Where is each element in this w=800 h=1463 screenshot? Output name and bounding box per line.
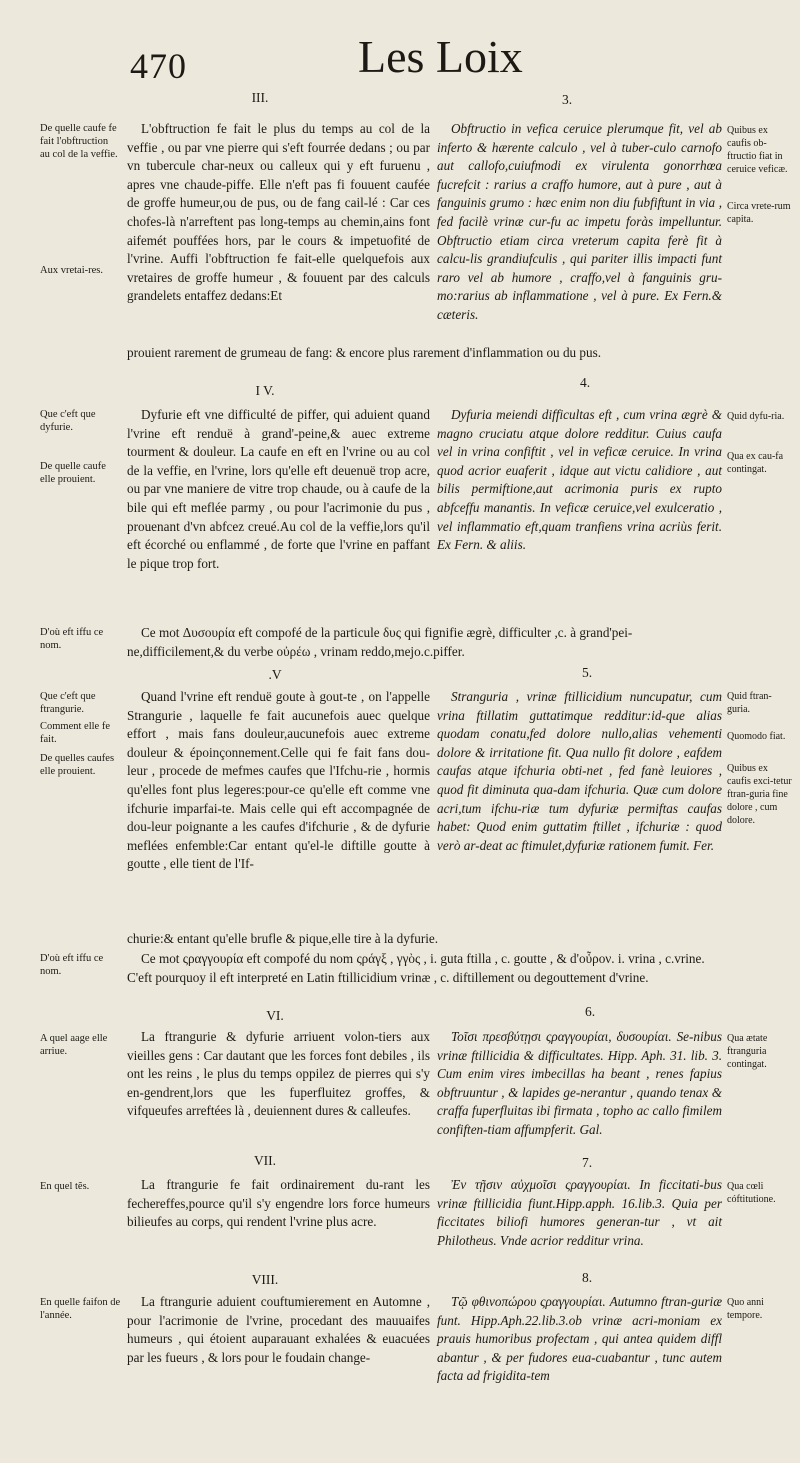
section-number-fr: VI.: [266, 1008, 284, 1023]
section-number-la: 6.: [584, 1004, 596, 1019]
margin-note-la: Quibus ex caufis exci-tetur ftran-guria fine dolore , cum dolore.: [727, 763, 792, 826]
section-number-fr: VII.: [253, 1153, 277, 1168]
section-number-la: 3.: [561, 92, 573, 107]
french-paragraph: La ftrangurie aduient couftumierement en Automne , pour l'acrimonie de l'vrine, procedant des mauuaifes humeurs , qui étoient auparauant exhalées & euacuées par les fueurs , & lors pour le foudain change-: [127, 1294, 430, 1365]
margin-note-la: Quo anni tempore.: [727, 1297, 764, 1321]
page-number: 470: [130, 46, 187, 86]
section-number-fr: I V.: [255, 383, 275, 398]
latin-paragraph: Dyfuria meiendi difficultas eft , cum vrina ægrè & magno cruciatu atque dolore redditur. Cuius caufa vel in vrina confiftit , vel in veficæ ceruice. In vrina quod acrior euaferit , idque aut victu calidiore , aut bilis permiftione,aut acrimonia puris ex rupto abfceffu manantis. In veficæ ceruice,vel exulceratio , vel inflammatio eft,quam tranfiens vrina acriùs ferit. Ex Fern. & aliis.: [437, 407, 722, 553]
french-paragraph: Quand l'vrine eft renduë goute à gout-te , on l'appelle Strangurie , laquelle fe fait aucunefois auec quelque effort , mais fans douleur,aucunefois auec extreme douleur & époinçonnement.Celle qui fe fait fans dou-leur , procede de mefmes caufes que l'Ifchu-rie , hormis qu'elles font plus legeres:pour-ce qu'elle eft comme vne ifchurie imparfai-te. Mais celle qui eft accompagnée de dou-leur poignante a les caufes d'ifchurie , & de dyfurie meflées enfemble:Car entant qu'el-le diftille goutte à goutte , elle tient de l'If-: [127, 689, 430, 872]
latin-paragraph: Obftructio in vefica ceruice plerumque fit, vel ab inferto & hærente calculo , vel à tuber-culo carnofo aut callofo,cuiufmodi ex virulenta gonorrhœa fucrefcit : rarius a craffo humore, aut à pure , aut à fanguinis grumo : hæc enim non diu fubfiftunt in via , fed facilè vrinæ cur-fu ac impetu foràs impelluntur. Obftructio etiam circa vreterum capita ferè fit à calcu-lis grandiufculis , qui pariter illis impacti funt raro vel ab humore , craffo,vel à fanguinis gru-mo:rarius ab inflammatione , vel à pure. Ex Fern.& cæteris.: [437, 121, 722, 322]
section-number-fr: VIII.: [251, 1272, 279, 1287]
latin-paragraph: Stranguria , vrinæ ftillicidium nuncupatur, cum vrina ftillatim guttatimque redditur:id-que alias quodam conatu,fed dolore nullo,alias vehementi dolore & irritatione fit. Qua nullo fit dolore , eafdem caufas atque ifchuria obti-net , fed fanè leuiores , quod fit diminuta qua-dam ifchuria. Quæ cum dolore acri,tum ifchu-riæ tum dyfuriæ permiftas caufas habet: Quod enim guttatim ftillet , ifchuriæ : quod verò ar-deat ac ftimulet,dyfuriæ rationem fumit. Fer.: [437, 689, 722, 853]
etymology-note: Ce mot ςραγγουρία eft compofé du nom ςράγξ , γγὸς , i. guta ftilla , c. goutte , & d'οὖρον. i. vrina , c.vrine. C'eft pourquoy il eft interpreté en Latin ftillicidium vrinæ , c. diftillement ou degouttement d'vrine.: [127, 951, 705, 985]
margin-note-fr: De quelles caufes elle prouient.: [40, 753, 115, 777]
margin-note-fr: De quelle caufe elle prouient.: [40, 461, 106, 485]
margin-note-fr: En quelle faifon de l'année.: [40, 1297, 121, 1321]
margin-note-fr: Que c'eft que dyfurie.: [40, 409, 96, 433]
margin-note-la: Quid dyfu-ria.: [727, 411, 785, 422]
french-paragraph-continuation: prouient rarement de grumeau de fang: & encore plus rarement d'inflammation ou du pus.: [127, 345, 602, 360]
margin-note-la: Qua ex cau-fa contingat.: [727, 451, 784, 475]
margin-note-fr: D'où eft iffu ce nom.: [40, 953, 104, 977]
margin-note-la: Qua cœli cóftitutione.: [727, 1181, 776, 1205]
margin-note-fr: Aux vretai-res.: [40, 265, 103, 276]
section-number-la: 5.: [581, 665, 593, 680]
margin-note-la: Quid ftran-guria.: [727, 691, 772, 715]
section-number-fr: .V: [268, 667, 282, 682]
margin-note-fr: En quel tẽs.: [40, 1181, 90, 1192]
latin-paragraph: Τοῖσι πρεσβύτῃσι ςραγγουρίαι, δυσουρίαι. Se-nibus vrinæ ftillicidia & difficultates. Hipp. Aph. 31. lib. 3. Cum enim vires imbecillas ha beant , renes fapius obftruuntur , & lapides ge-nerantur , quando tenax & craffa fuperfluitas ibi firmata , topho ac callo fimilem confiften-tiam affumpferit. Gal.: [437, 1029, 722, 1137]
margin-note-la: Circa vrete-rum capita.: [727, 201, 791, 225]
french-paragraph: L'obftruction fe fait le plus du temps au col de la veffie , ou par vne pierre qui s'eft fourrée dedans ; ou par vn tubercule char-neux ou calleux qui y eft furuenu , apres vne chaude-piffe. Elle n'eft pas fi fouuent caufée de groffe humeur,ou de pus, ou de fang cail-lé : Car ces chofes-là n'arreftent pas long-temps au chemin,ains font aifemét pouffées hors, par le cours & impetuofité de l'vrine. Auffi l'obftruction fe fait-elle quelquefois aux vretaires de groffe humeur , & fouuent par des calculs grandelets entaffez dedans:Et: [127, 121, 430, 304]
margin-note-la: Quibus ex caufis ob-ftructio fiat in ceruice veficæ.: [727, 125, 788, 175]
running-title: Les Loix: [358, 31, 523, 82]
margin-note-la: Quomodo fiat.: [727, 731, 786, 742]
french-paragraph: Dyfurie eft vne difficulté de piffer, qui aduient quand l'vrine eft renduë à grand'-peine,& auec extreme tourment & douleur. La caufe en eft en l'vrine ou au col de la veffie, en l'vrine, lors qu'elle eft deuenuë trop acre, ou par vne maniere de vitre trop chaude, ou à caufe de la bile qui eft meflée parmy , ou pour l'acrimonie du pus , prouenant d'vn abfcez creué.Au col de la veffie,lors qu'il eft écorché ou enflammé , de forte que l'vrine en paffant le pique trop fort.: [127, 407, 430, 571]
margin-note-fr: A quel aage elle arriue.: [40, 1033, 108, 1057]
section-number-la: 8.: [581, 1270, 593, 1285]
french-paragraph: La ftrangurie & dyfurie arriuent volon-tiers aux vieilles gens : Car dautant que les forces font debiles , ils ont les reins , le plus du temps oppilez de pierres qui s'y en-gendrent,lors que les fuperfluitez groffes, & vifqueufes arreftées là , deuiennent dures & calleufes.: [127, 1029, 430, 1119]
latin-paragraph: Ἐν τῇσιν αὐχμοῖσι ςραγγουρίαι. In ficcitati-bus vrinæ ftillicidia fiunt.Hipp.apph. 16.lib.3. Quia per ficcitates biliofi humores generan-tur , vt ait Philotheus. Vnde acrior redditur vrina.: [437, 1177, 722, 1248]
section-number-la: 7.: [581, 1155, 593, 1170]
margin-note-la: Qua ætate ftranguria contingat.: [727, 1033, 768, 1070]
section-number-fr: III.: [251, 90, 269, 105]
margin-note-fr: D'où eft iffu ce nom.: [40, 627, 104, 651]
latin-paragraph: Τῷ φθινοπώρου ςραγγουρίαι. Autumno ftran-guriæ funt. Hipp.Aph.22.lib.3.ob vrinæ acri-moniam ex prauis humoribus profectam , qui antea quidem diffl abantur , & per fudores eua-cuabantur , tunc autem facta ad frigidita-tem: [437, 1294, 722, 1384]
margin-note-fr: De quelle caufe fe fait l'obftruction au col de la veffie.: [40, 123, 118, 160]
etymology-note: Ce mot Δυσουρία eft compofé de la particule δυς qui fignifie ægrè, difficulter ,c. à grand'pei-ne,difficilement,& du verbe οὐρέω , vrinam reddo,mejo.c.piffer.: [127, 625, 633, 659]
margin-note-fr: Comment elle fe fait.: [40, 721, 110, 745]
margin-note-fr: Que c'eft que ftrangurie.: [40, 691, 96, 715]
french-paragraph-continuation: churie:& entant qu'elle brufle & pique,elle tire à la dyfurie.: [127, 931, 439, 946]
section-number-la: 4.: [579, 375, 591, 390]
french-paragraph: La ftrangurie fe fait ordinairement du-rant les fechereffes,pource qu'il s'y engendre lors force humeurs bilieufes au corps, qui rendent l'vrine plus acre.: [127, 1177, 430, 1230]
